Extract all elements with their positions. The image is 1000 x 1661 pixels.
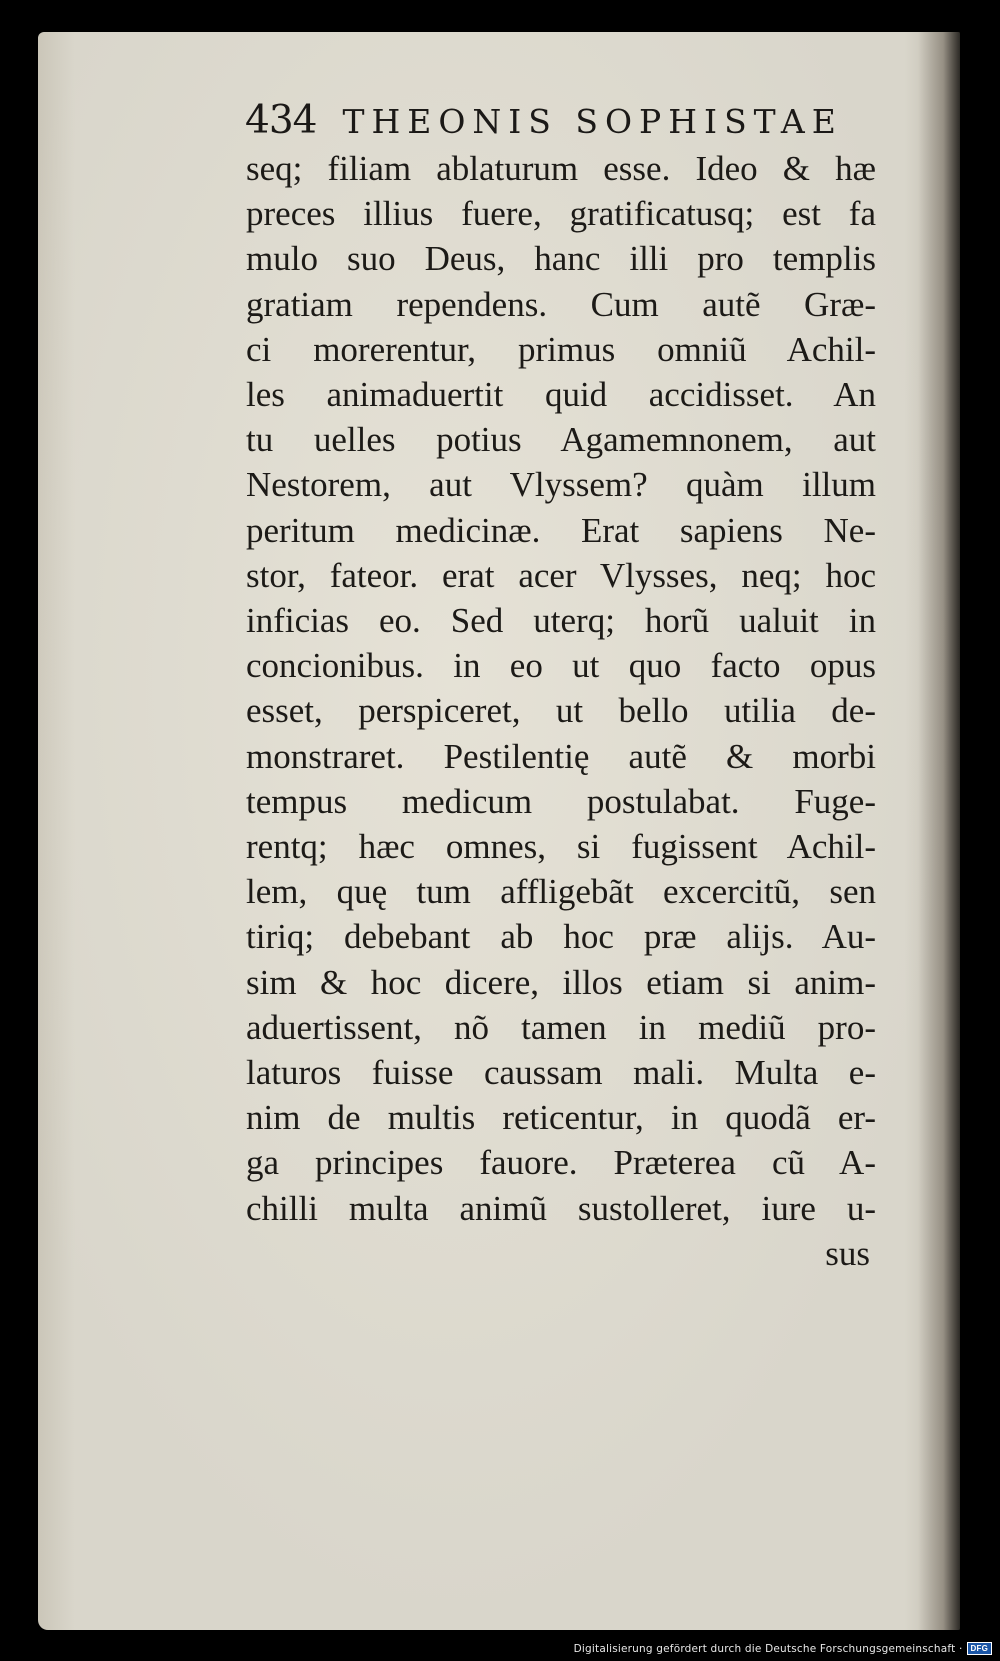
catchword: sus: [825, 1233, 870, 1273]
text-line: chilli multa animũ sustolleret, iure u-: [246, 1188, 876, 1228]
page-gutter-shadow: [918, 32, 960, 1630]
text-line: tu uelles potius Agamemnonem, aut: [246, 420, 876, 460]
running-title: THEONIS SOPHISTAE: [342, 102, 843, 141]
funding-credit-text: Digitalisierung gefördert durch die Deutsche Forschungsgemeinschaft: [573, 1642, 956, 1655]
text-line: preces illius fuere, gratificatusq; est fa: [246, 194, 876, 234]
funding-credit: Digitalisierung gefördert durch die Deutsche Forschungsgemeinschaft · DFG: [574, 1642, 992, 1655]
text-line: mulo suo Deus, hanc illi pro templis: [246, 239, 876, 279]
text-line: esset, perspiceret, ut bello utilia de-: [246, 691, 876, 731]
body-text: [246, 146, 876, 1276]
text-line: tiriq; debebant ab hoc præ alijs. Au-: [246, 917, 876, 957]
text-line: lem, quę tum affligebãt excercitũ, sen: [246, 872, 876, 912]
page-header: [245, 98, 843, 143]
text-line: tempus medicum postulabat. Fuge-: [246, 781, 876, 821]
text-line: sim & hoc dicere, illos etiam si anim-: [246, 962, 876, 1002]
page-number: 434: [245, 98, 317, 143]
text-line: Nestorem, aut Vlyssem? quàm illum: [246, 465, 876, 505]
text-line: nim de multis reticentur, in quodã er-: [246, 1098, 876, 1138]
text-line: laturos fuisse caussam mali. Multa e-: [246, 1053, 876, 1093]
text-line: stor, fateor. erat acer Vlysses, neq; hoc: [246, 555, 876, 595]
text-line: ci morerentur, primus omniũ Achil-: [246, 329, 876, 369]
text-line: ga principes fauore. Præterea cũ A-: [246, 1143, 876, 1183]
text-line: les animaduertit quid accidisset. An: [246, 375, 876, 415]
text-line: seq; filiam ablaturum esse. Ideo & hæ: [246, 149, 876, 188]
text-line: peritum medicinæ. Erat sapiens Ne-: [246, 510, 876, 550]
text-line: aduertissent, nõ tamen in mediũ pro-: [246, 1007, 876, 1047]
text-line: gratiam rependens. Cum autẽ Græ-: [246, 284, 876, 324]
text-line: monstraret. Pestilentię autẽ & morbi: [246, 736, 876, 776]
dfg-logo-icon: DFG: [967, 1642, 993, 1655]
text-line: inficias eo. Sed uterq; horũ ualuit in: [246, 601, 876, 641]
text-line: concionibus. in eo ut quo facto opus: [246, 646, 876, 686]
text-line: rentq; hæc omnes, si fugissent Achil-: [246, 827, 876, 867]
